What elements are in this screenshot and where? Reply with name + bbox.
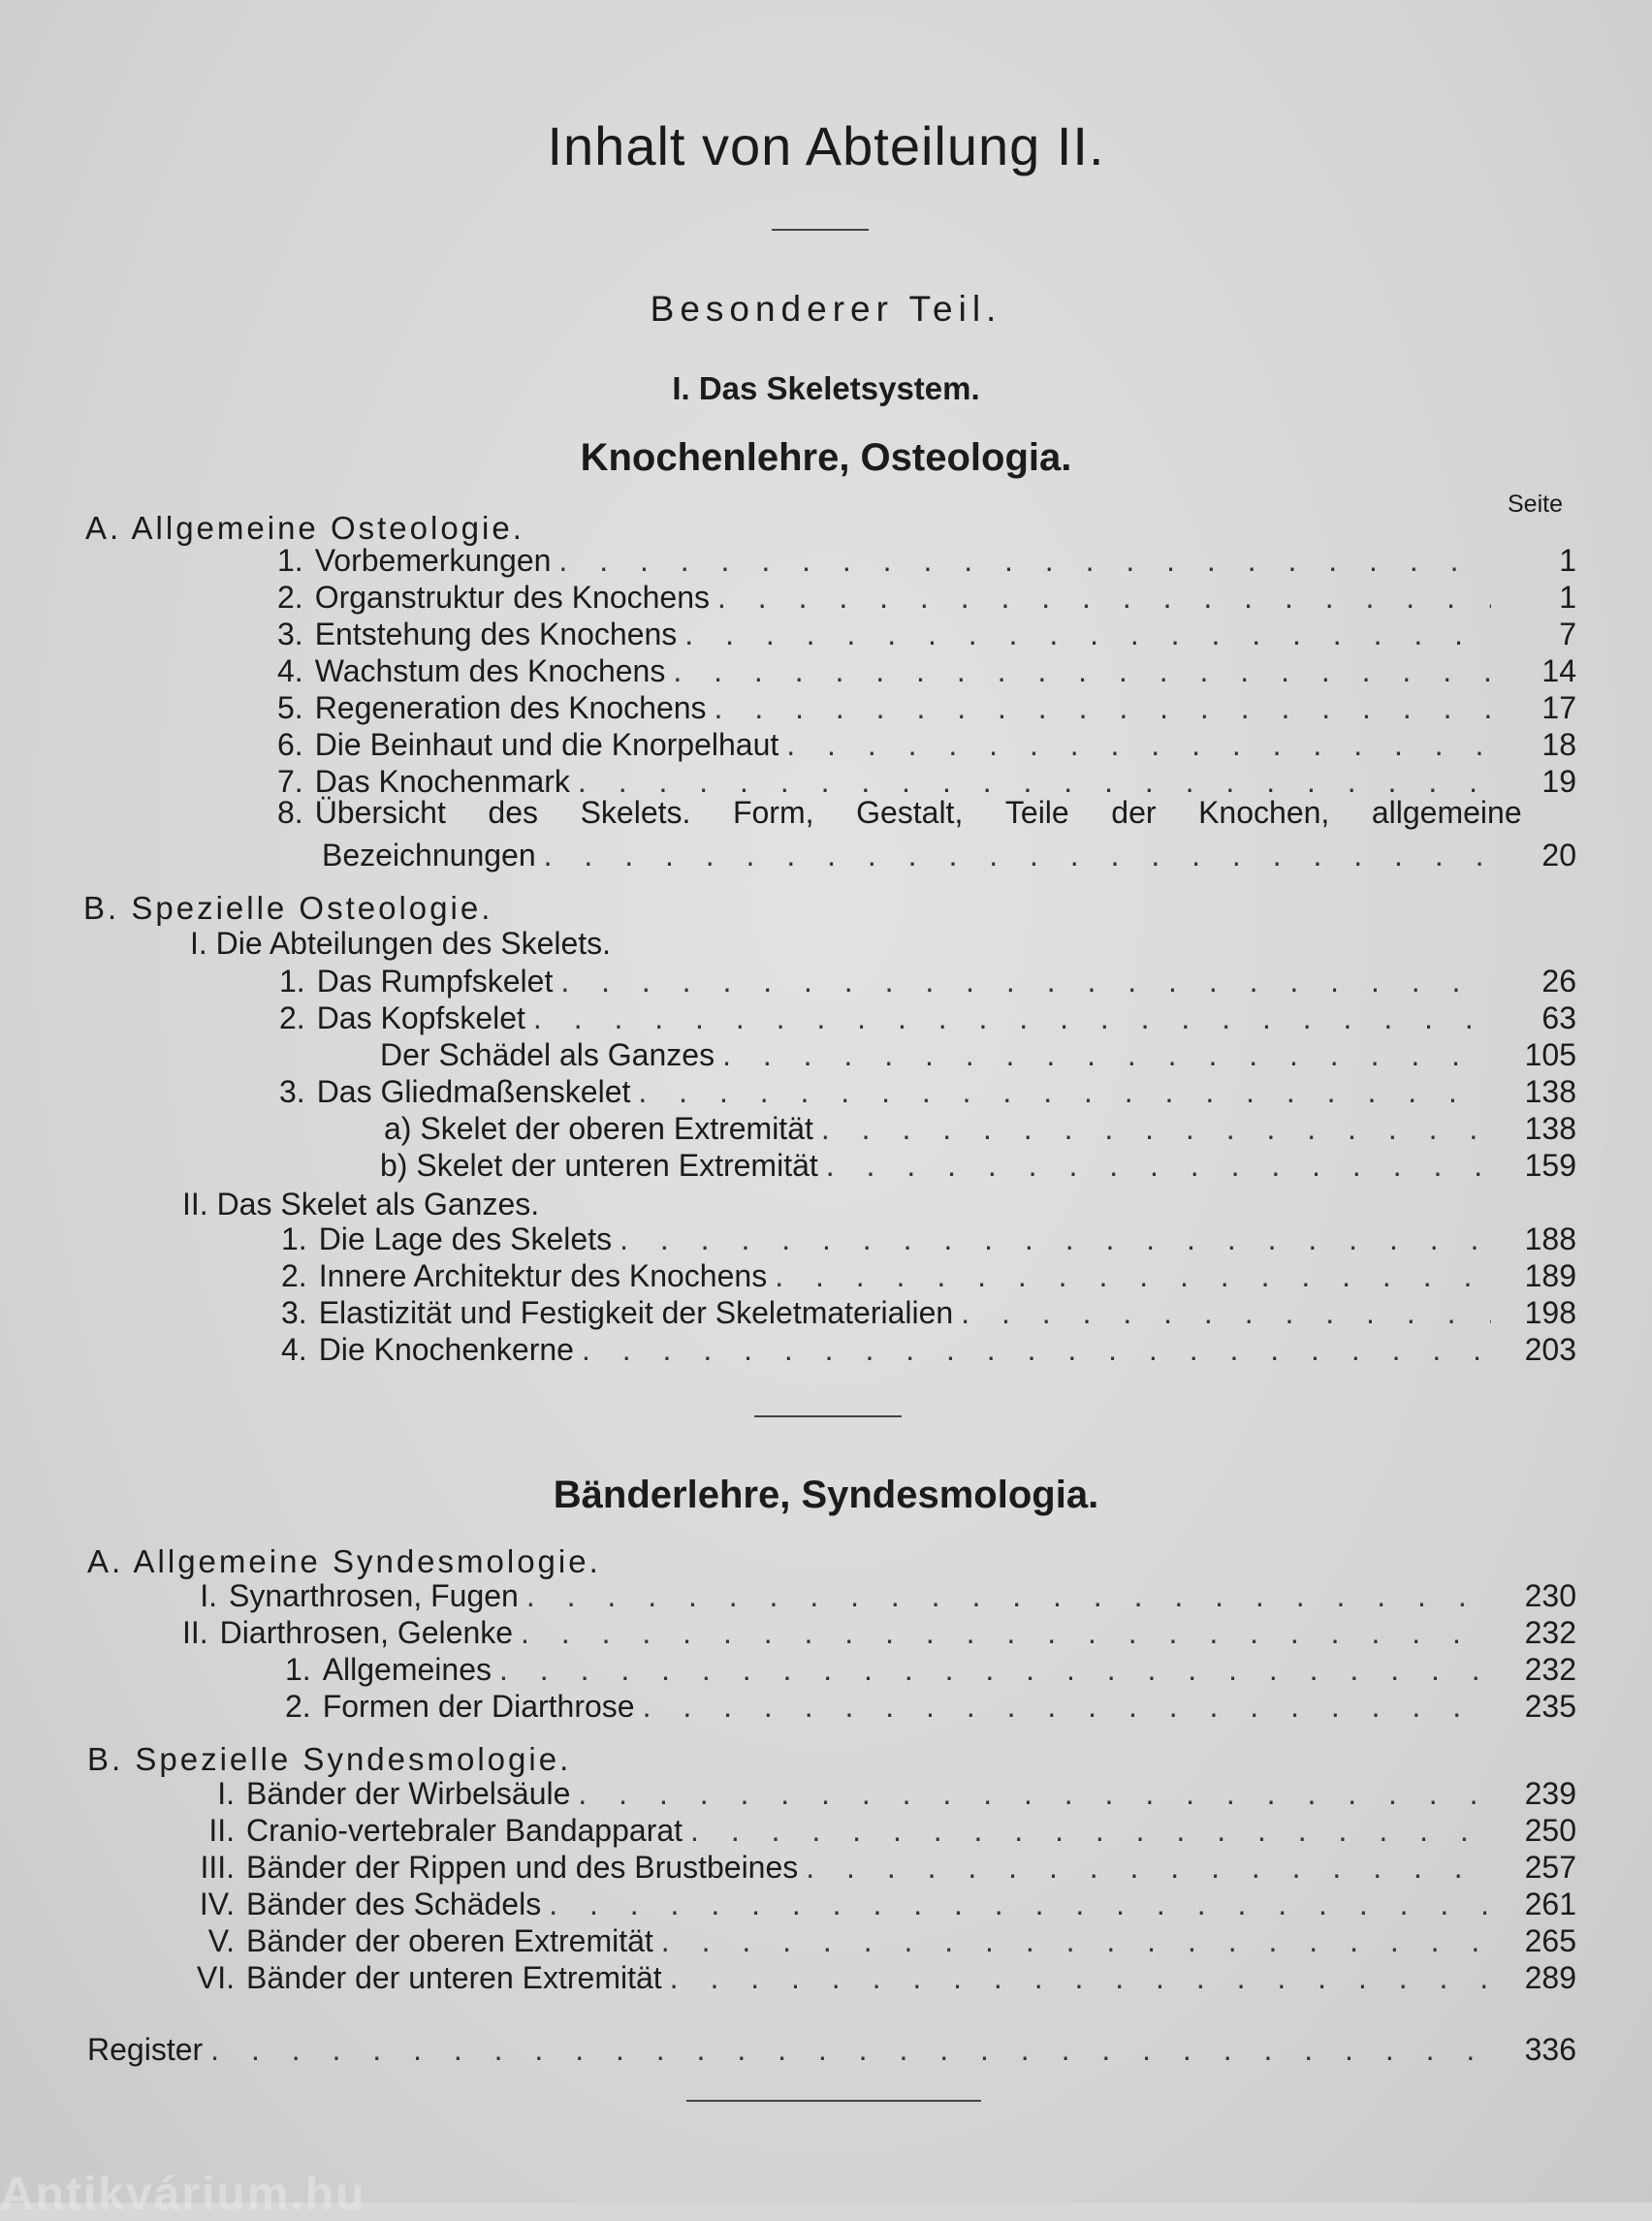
subsection-heading: I. Die Abteilungen des Skelets.	[190, 926, 612, 961]
leader-dots	[521, 1615, 1491, 1651]
page-number: 265	[1524, 1923, 1576, 1958]
subsection-heading: II. Das Skelet als Ganzes.	[182, 1187, 540, 1222]
leader-dots	[549, 1887, 1491, 1922]
page-number: 26	[1541, 964, 1576, 999]
page-number: 239	[1524, 1776, 1576, 1811]
page-number: 189	[1524, 1258, 1576, 1293]
leader-dots	[722, 1037, 1491, 1073]
osteology-heading: Knochenlehre, Osteologia.	[580, 436, 1072, 479]
section-b-osteology: B. Spezielle Osteologie.	[83, 890, 493, 926]
toc-entry: I. Bänder der Wirbelsäule . . . 239	[192, 1776, 1576, 1813]
page-number: 1	[1559, 580, 1576, 615]
page-number: 20	[1541, 838, 1576, 873]
page-number: 14	[1541, 653, 1576, 688]
page-number: 261	[1524, 1887, 1576, 1921]
toc-entry: 2. Das Kopfskelet . . . 63	[279, 1000, 1576, 1037]
toc-entry: IV. Bänder des Schädels . . . 261	[176, 1887, 1576, 1923]
seite-label: Seite	[1508, 491, 1563, 518]
page-number: 257	[1524, 1850, 1576, 1885]
toc-entry: 7. Das Knochenmark . . . 19	[277, 764, 1576, 801]
leader-dots	[544, 838, 1491, 873]
toc-entry: a) Skelet der oberen Extremität . . . 138	[384, 1111, 1576, 1148]
leader-dots	[620, 1222, 1491, 1257]
syndesmology-heading: Bänderlehre, Syndesmologia.	[553, 1474, 1099, 1516]
page-number: 289	[1524, 1960, 1576, 1995]
section-b-syndesmology: B. Spezielle Syndesmologie.	[87, 1741, 572, 1777]
toc-entry: 1. Die Lage des Skelets . . . 188	[281, 1222, 1576, 1258]
leader-dots	[717, 580, 1491, 616]
leader-dots	[560, 964, 1491, 999]
page-number: 232	[1524, 1652, 1576, 1687]
leader-dots	[806, 1850, 1491, 1886]
section-rule	[754, 1415, 902, 1417]
leader-dots	[821, 1111, 1491, 1147]
leader-dots	[786, 727, 1491, 763]
toc-entry: III. Bänder der Rippen und des Brustbeines . . . 257	[176, 1850, 1576, 1887]
page-number: 138	[1524, 1074, 1576, 1109]
toc-entry: b) Skelet der unteren Extremität . . . 159	[380, 1148, 1576, 1185]
page-number: 18	[1541, 727, 1576, 762]
leader-dots	[582, 1332, 1491, 1368]
page-number: 138	[1524, 1111, 1576, 1146]
leader-dots	[684, 617, 1491, 652]
leader-dots	[670, 1960, 1491, 1996]
page-number: 19	[1541, 764, 1576, 799]
toc-entry: II. Cranio-vertebraler Bandapparat . . . 250	[184, 1813, 1576, 1850]
page-number: 1	[1559, 543, 1576, 578]
leader-dots	[526, 1578, 1491, 1614]
page-number: 198	[1524, 1295, 1576, 1330]
leader-dots	[826, 1148, 1491, 1184]
leader-dots	[961, 1295, 1491, 1331]
leader-dots	[499, 1652, 1491, 1688]
page-number: 159	[1524, 1148, 1576, 1183]
toc-entry: 4. Die Knochenkerne . . . 203	[281, 1332, 1576, 1369]
leader-dots	[661, 1923, 1491, 1959]
toc-entry: 1. Vorbemerkungen . . . 1	[277, 543, 1576, 580]
part-heading: I. Das Skeletsystem.	[672, 370, 980, 406]
toc-entry: Der Schädel als Ganzes . . . 105	[380, 1037, 1576, 1074]
leader-dots	[638, 1074, 1491, 1110]
page-number: 336	[1524, 2032, 1576, 2067]
page-number: 188	[1524, 1222, 1576, 1256]
section-a-osteology: A. Allgemeine Osteologie.	[85, 510, 524, 546]
toc-entry: 3. Entstehung des Knochens . . . 7	[277, 617, 1576, 653]
subtitle: Besonderer Teil.	[650, 289, 1002, 329]
leader-dots	[643, 1689, 1491, 1725]
watermark: Antikvárium.hu	[0, 2169, 366, 2220]
toc-entry: 4. Wachstum des Knochens . . . 14	[277, 653, 1576, 690]
toc-entry: 1. Das Rumpfskelet . . . 26	[279, 964, 1576, 1000]
leader-dots	[715, 690, 1491, 726]
leader-dots	[578, 1776, 1491, 1812]
toc-entry-register: Register . . . 336	[87, 2032, 1576, 2069]
toc-entry-multiline: 8. Übersicht des Skelets. Form, Gestalt, Teile der Knochen, allgemeine	[277, 795, 1522, 830]
page-number: 63	[1541, 1000, 1576, 1035]
toc-entry: 2. Innere Architektur des Knochens . . . 189	[281, 1258, 1576, 1295]
page-number: 230	[1524, 1578, 1576, 1613]
bottom-rule	[686, 2100, 981, 2102]
page-number: 105	[1524, 1037, 1576, 1072]
leader-dots	[533, 1000, 1491, 1036]
toc-entry: V. Bänder der oberen Extremität . . . 265	[184, 1923, 1576, 1960]
page-title: Inhalt von Abteilung II.	[547, 115, 1105, 176]
leader-dots	[673, 653, 1491, 689]
toc-entry: 6. Die Beinhaut und die Knorpelhaut . . . 18	[277, 727, 1576, 764]
page-number: 232	[1524, 1615, 1576, 1650]
leader-dots	[558, 543, 1491, 579]
page-number: 17	[1541, 690, 1576, 725]
toc-entry: 5. Regeneration des Knochens . . . 17	[277, 690, 1576, 727]
leader-dots	[210, 2032, 1491, 2068]
toc-entry: 2. Organstruktur des Knochens . . . 1	[277, 580, 1576, 617]
toc-entry: 2. Formen der Diarthrose . . . 235	[285, 1689, 1576, 1726]
toc-entry: I. Synarthrosen, Fugen . . . 230	[190, 1578, 1576, 1615]
toc-entry: 3. Das Gliedmaßenskelet . . . 138	[279, 1074, 1576, 1111]
page-number: 250	[1524, 1813, 1576, 1848]
page-number: 203	[1524, 1332, 1576, 1367]
toc-entry: 3. Elastizität und Festigkeit der Skeletmaterialien . . . 198	[281, 1295, 1576, 1332]
leader-dots	[775, 1258, 1491, 1294]
toc-entry: 1. Allgemeines . . . 232	[285, 1652, 1576, 1689]
toc-entry: VI. Bänder der unteren Extremität . . . 289	[176, 1960, 1576, 1997]
page-number: 235	[1524, 1689, 1576, 1724]
page-number: 7	[1559, 617, 1576, 651]
toc-entry: II. Diarthrosen, Gelenke . . . 232	[182, 1615, 1576, 1652]
section-a-syndesmology: A. Allgemeine Syndesmologie.	[87, 1543, 601, 1579]
toc-entry: Bezeichnungen . . . 20	[322, 838, 1576, 874]
leader-dots	[690, 1813, 1491, 1849]
